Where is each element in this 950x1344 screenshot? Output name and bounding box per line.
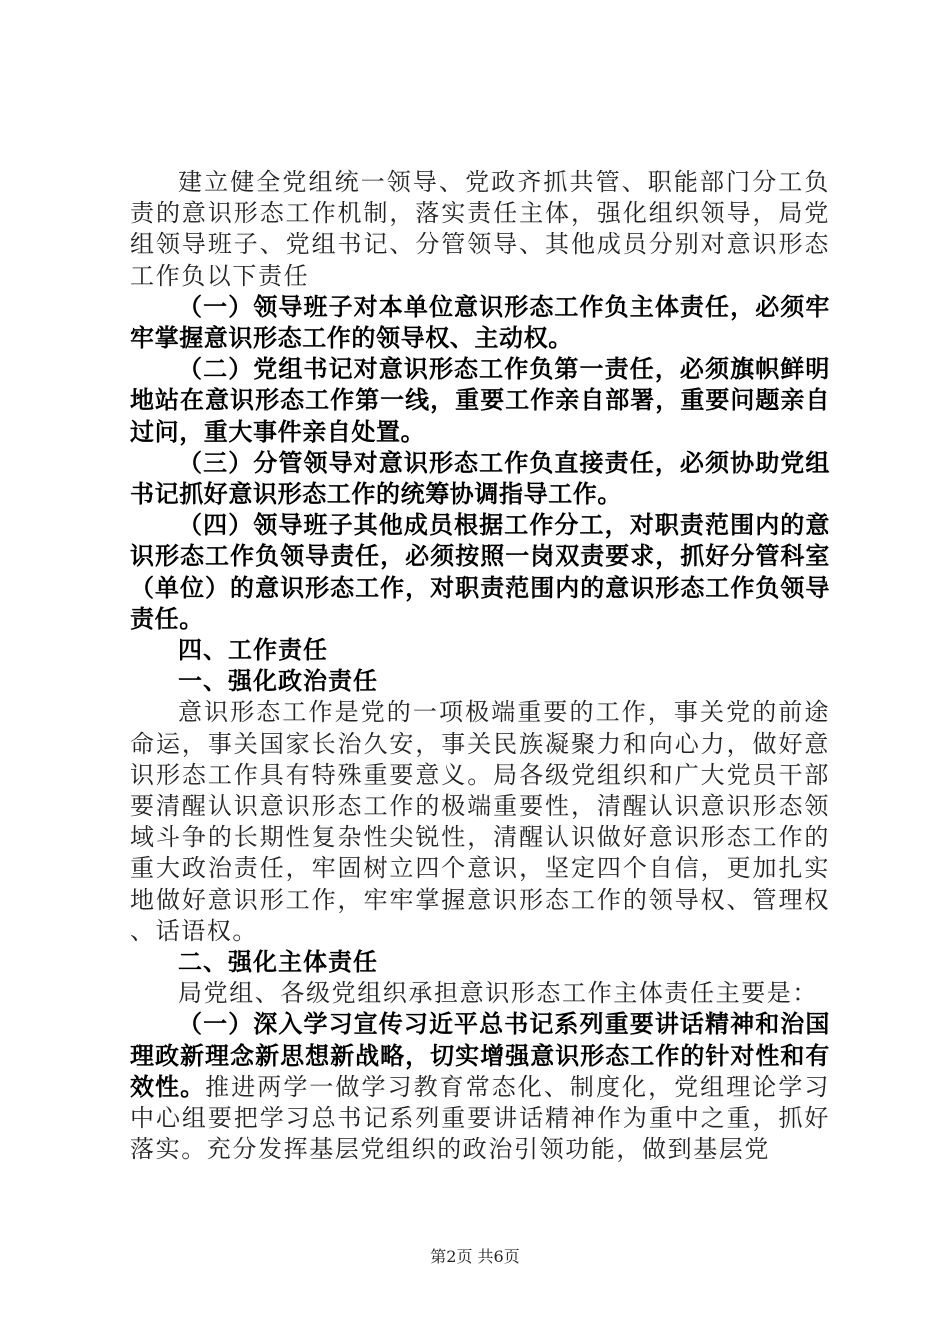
paragraph-item-1-leadership-team: （一）领导班子对本单位意识形态工作负主体责任，必须牢牢掌握意识形态工作的领导权、主动权。 <box>130 292 830 353</box>
paragraph-main-item-1-bold-run: （一）深入学习宣传习近平总书记系列重要讲话精神和治国理政新理念新思想新战略，切实增强意识形态工作的针对性和有效性。 <box>130 1010 830 1101</box>
paragraph-item-2-party-secretary: （二）党组书记对意识形态工作负第一责任，必须旗帜鲜明地站在意识形态工作第一线，重要工作亲自部署，重要问题亲自过问，重大事件亲自处置。 <box>130 355 830 446</box>
subheading-main-responsibility: 二、强化主体责任 <box>178 948 378 977</box>
paragraph-item-4-other-members: （四）领导班子其他成员根据工作分工，对职责范围内的意识形态工作负领导责任，必须按照一岗双责要求，抓好分管科室（单位）的意识形态工作，对职责范围内的意识形态工作负领导责任。 <box>130 511 830 633</box>
paragraph-item-3-leader-in-charge: （三）分管领导对意识形态工作负直接责任，必须协助党组书记抓好意识形态工作的统筹协调指导工作。 <box>130 448 830 509</box>
paragraph-main-item-1 <box>130 1009 830 1165</box>
paragraph-main-responsibility-intro: 局党组、各级党组织承担意识形态工作主体责任主要是： <box>178 979 818 1008</box>
subheading-political-responsibility: 一、强化政治责任 <box>178 667 378 696</box>
page-number-footer: 第2页 共6页 <box>430 1247 520 1266</box>
paragraph-responsibility-mechanism: 建立健全党组统一领导、党政齐抓共管、职能部门分工负责的意识形态工作机制，落实责任主体，强化组织领导，局党组领导班子、党组书记、分管领导、其他成员分别对意识形态工作负以下责任 <box>130 168 830 290</box>
document-body <box>130 167 830 1166</box>
section-heading-work-responsibility: 四、工作责任 <box>178 636 328 665</box>
paragraph-main-item-1-regular-run: 推进两学一做学习教育常态化、制度化，党组理论学习中心组要把学习总书记系列重要讲话精神作为重中之重，抓好落实。充分发挥基层党组织的政治引领功能，做到基层党 <box>130 1072 830 1164</box>
paragraph-political-responsibility: 意识形态工作是党的一项极端重要的工作，事关党的前途命运，事关国家长治久安，事关民族凝聚力和向心力，做好意识形态工作具有特殊重要意义。局各级党组织和广大党员干部要清醒认识意识形态工作的极端重要性，清醒认识意识形态领域斗争的长期性复杂性尖锐性，清醒认识做好意识形态工作的重大政治责任，牢固树立四个意识，坚定四个自信，更加扎实地做好意识形工作，牢牢掌握意识形态工作的领导权、管理权、话语权。 <box>130 698 830 945</box>
